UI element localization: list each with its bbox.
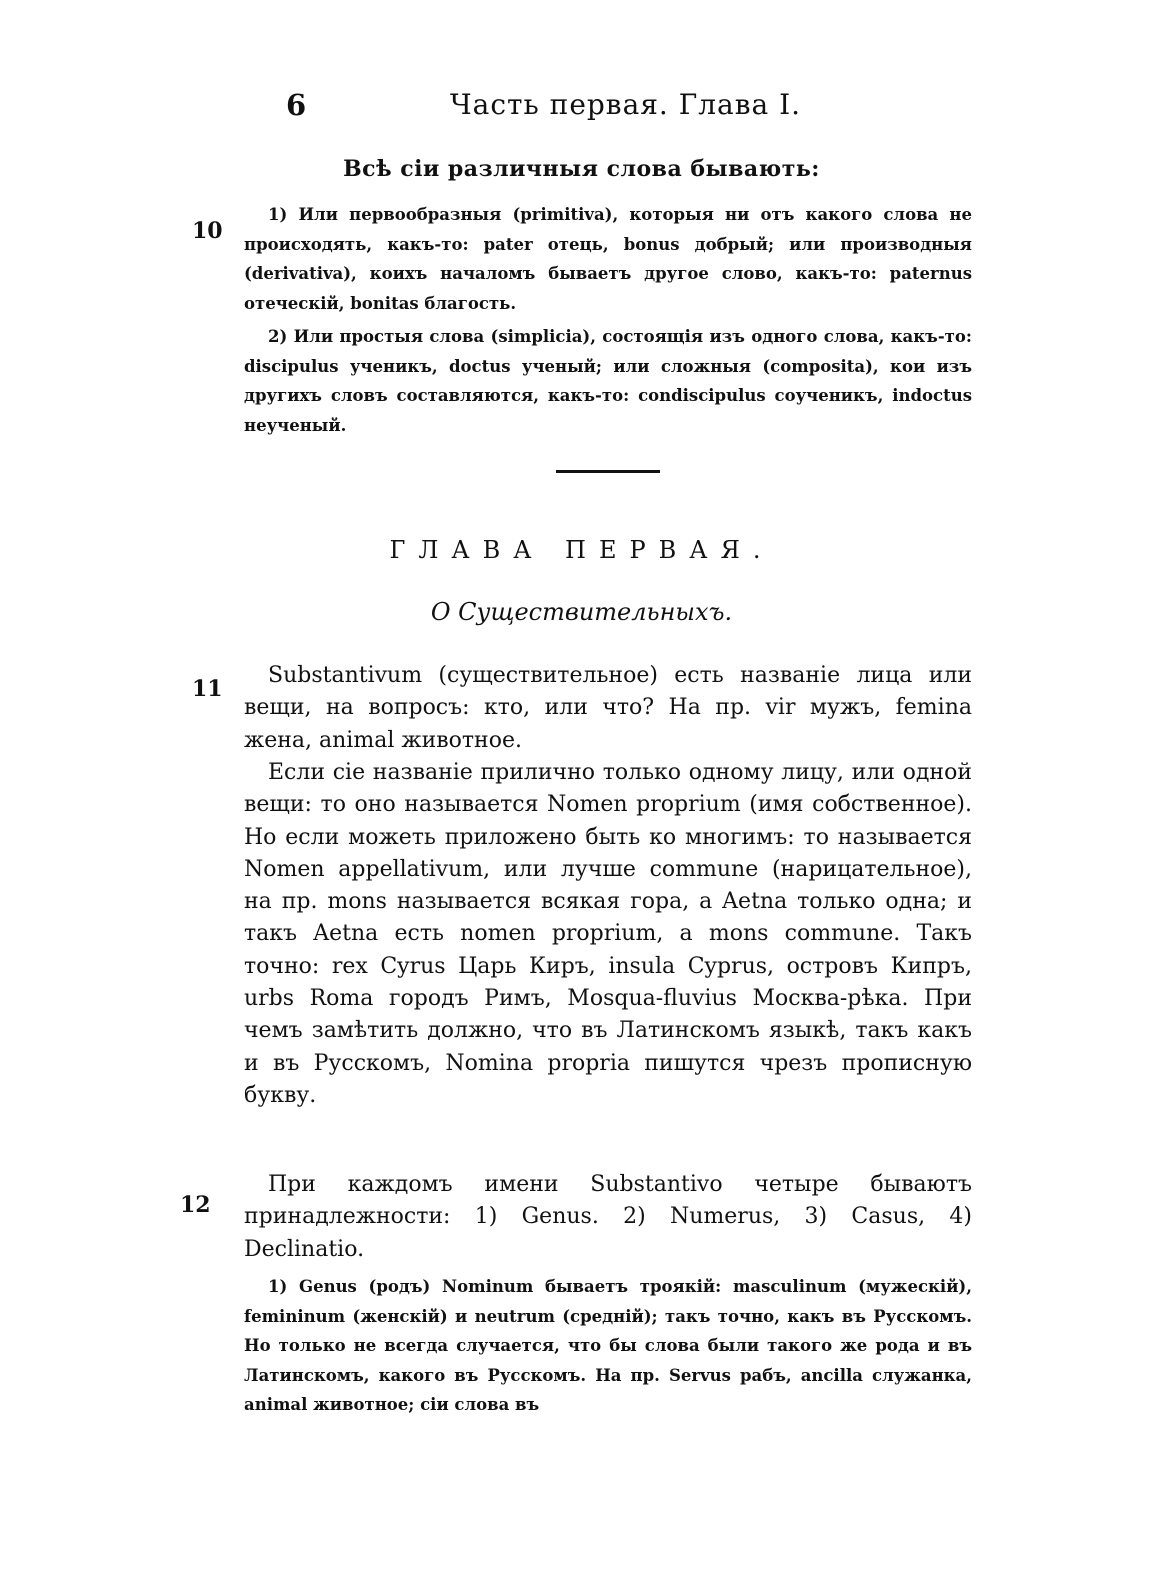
paragraph-accidents: При каждомъ имени Substantivo четыре бываютъ принадлежности: 1) Genus. 2) Numerus, 3) Casus, 4) Declinatio. [244,1172,972,1262]
footnote-genus: 1) Genus (родъ) Nominum бываетъ троякій: masculinum (мужескій), femininum (женскій) и neutrum (средній); такъ точно, какъ въ Русскомъ. Но только не всегда случается, что бы слова были такого же рода и въ Латинскомъ, какого въ Русскомъ. На пр. Servus рабъ, ancilla служанка, animal животное; сіи слова въ [244,1277,972,1414]
paragraph-nomen-proprium: Если сіе названіе прилично только одному лицу, или одной вещи: то оно называется Nomen proprium (имя собственное). Но если можеть приложено быть ко многимъ: то называется Nomen appellativum, или лучше commune (нарицательное), на пр. mons называется всякая гора, а Aetna только одна; и такъ Aetna есть nomen proprium, а mons commune. Такъ точно: rex Cyrus Царь Киръ, insula Cyprus, островъ Кипръ, urbs Roma городъ Римъ, Mosqua-fluvius Москва-рѣка. При чемъ замѣтить должно, что въ Латинскомъ языкѣ, такъ какъ и въ Русскомъ, Nomina propria пишутся чрезъ прописную букву. [244,760,972,1108]
section-number-10: 10 [192,218,223,244]
running-head [0,88,1163,128]
chapter-title: ГЛАВА ПЕРВАЯ. [389,536,774,564]
running-title: Часть первая. Глава I. [450,88,802,121]
section-number-11: 11 [192,676,223,702]
intro-heading: Всѣ сіи различныя слова бывають: [343,156,820,182]
chapter-subtitle: О Существительныхъ. [430,598,733,626]
section-divider [556,470,660,473]
page-number: 6 [286,88,307,122]
intro-item-1: 1) Или первообразныя (primitiva), которыя ни отъ какого слова не происходять, какъ-то: pater отець, bonus добрый; или производныя (derivativa), коихъ началомъ бываетъ другое слово, какъ-то: paternus отеческій, bonitas благость. [244,205,972,313]
paragraph-substantivum: Substantivum (существительное) есть названіе лица или вещи, на вопросъ: кто, или что? На пр. vir мужъ, femina жена, animal животное. [244,663,972,753]
section-number-12: 12 [180,1192,211,1218]
intro-item-2: 2) Или простыя слова (simplicia), состоящія изъ одного слова, какъ-то: discipulus ученикъ, doctus ученый; или сложныя (composita), кои изъ другихъ словъ составляются, какъ-то: condiscipulus соученикъ, indoctus неученый. [244,327,972,435]
